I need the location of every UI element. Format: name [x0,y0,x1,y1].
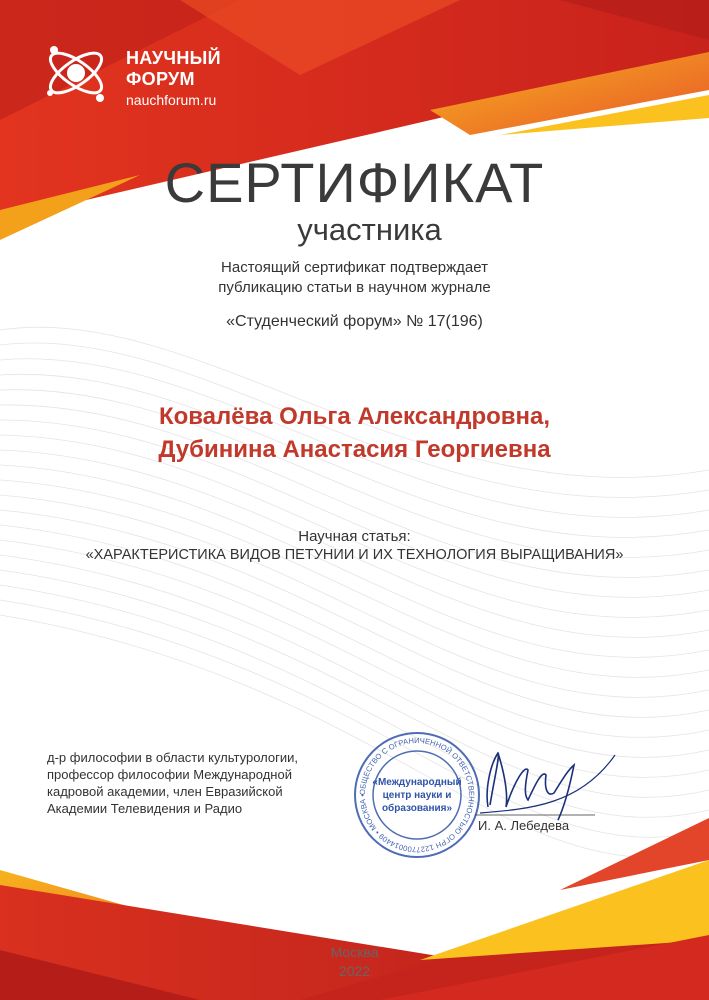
official-stamp [352,730,482,860]
signer-line-4: Академии Телевидения и Радио [47,801,243,816]
article-label: Научная статья: [298,528,411,545]
stamp-inner-line-1: «Международный [372,777,462,788]
confirmation-line-1: Настоящий сертификат подтверждает [221,259,488,276]
year: 2022 [338,963,371,979]
handwritten-signature [470,735,620,825]
stamp-ring-text: ОБЩЕСТВО С ОГРАНИЧЕННОЙ ОТВЕТСТВЕННОСТЬЮ ОГРН 1227700014409 • МОСКВА • [357,735,477,855]
city: Москва [330,944,379,960]
logo-line-2: ФОРУМ [126,69,195,89]
stamp-inner-line-2: центр науки и [382,790,452,801]
article-title: «ХАРАКТЕРИСТИКА ВИДОВ ПЕТУНИИ И ИХ ТЕХНОЛОГИЯ ВЫРАЩИВАНИЯ» [85,547,624,563]
atom-logo-icon [40,38,116,108]
signer-name: И. А. Лебедева [478,818,570,833]
journal-name: «Студенческий форум» № 17(196) [226,313,483,330]
author-line-1: Ковалёва Ольга Александровна, [158,403,551,430]
certificate-title: СЕРТИФИКАТ [164,151,545,214]
author-line-2: Дубинина Анастасия Георгиевна [158,436,551,463]
stamp-inner-line-3: образования» [381,803,453,814]
confirmation-text [0,258,709,298]
logo-line-1: НАУЧНЫЙ [126,48,221,68]
signer-credentials [47,749,367,817]
certificate-subtitle: участника [297,212,442,247]
signer-line-1: д-р философии в области культурологии, [47,750,298,765]
brand-logo[interactable] [40,38,250,108]
signer-line-2: профессор философии Международной [47,767,292,782]
logo-url: nauchforum.ru [126,92,217,108]
confirmation-line-2: публикацию статьи в научном журнале [218,279,491,296]
author-names [0,400,709,466]
signer-line-3: кадровой академии, член Евразийской [47,784,283,799]
